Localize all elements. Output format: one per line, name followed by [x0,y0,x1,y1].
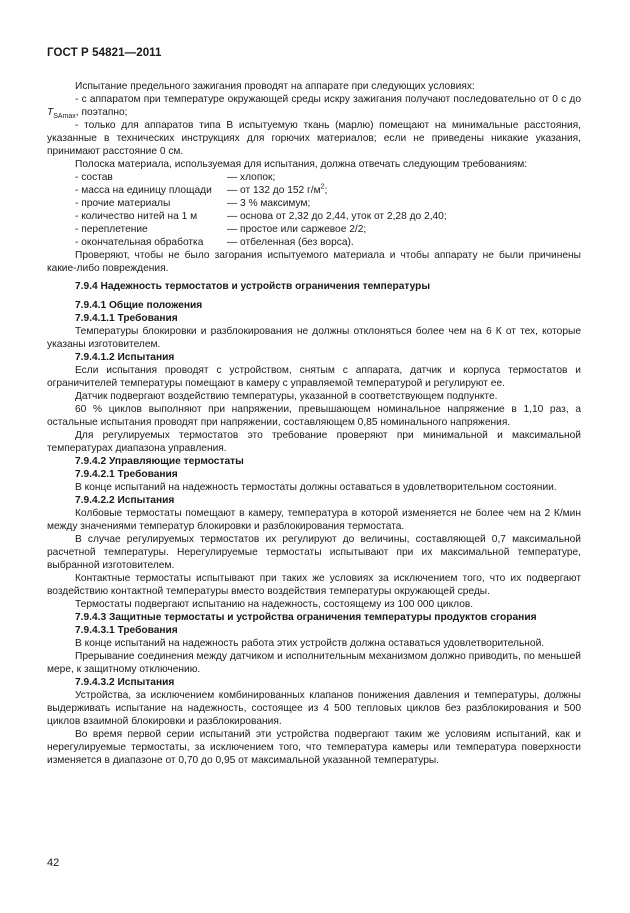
text-run: — от 132 до 152 г/м [227,185,321,196]
paragraph: Для регулируемых термостатов это требование проверяют при минимальной и максимальной температурах диапазона управления. [47,430,581,454]
requirement-name: - количество нитей на 1 м [75,211,198,222]
requirements-list [47,171,581,249]
paragraph: Полоска материала, используемая для испытания, должна отвечать следующим требованиям: [75,159,528,170]
requirement-name: - масса на единицу площади [75,185,212,196]
requirement-name: - прочие материалы [75,198,171,209]
subsection-heading: 7.9.4.2 Управляющие термостаты [75,456,244,467]
list-item [47,197,581,210]
text-run: ; [324,185,328,196]
paragraph: Термостаты подвергают испытанию на надежность, состоящему из 100 000 циклов. [75,599,474,610]
paragraph: Датчик подвергают воздействию температуры, указанной в соответствующем подпункте. [75,391,498,402]
subsection-heading: 7.9.4.3 Защитные термостаты и устройства ограничения температуры продуктов сгорания [75,612,537,623]
list-item [47,171,581,184]
subsection-heading: 7.9.4.1.2 Испытания [75,352,175,363]
paragraph: В конце испытаний на надежность работа этих устройств должна оставаться удовлетворительной. [75,638,545,649]
temperature-subscript: SAmax [53,113,76,121]
subsection-heading: 7.9.4.1.1 Требования [75,313,178,324]
paragraph: Температуры блокировки и разблокирования не должны отклоняться более чем на 6 К от тех, которые указаны изготовителем. [47,326,581,350]
paragraph: Прерывание соединения между датчиком и исполнительным механизмом должно приводить, по меньшей мере, к защитному отключению. [47,651,581,675]
paragraph: Проверяют, чтобы не было загорания испытуемого материала и чтобы аппарату не были причинены какие-либо повреждения. [47,250,581,274]
text-run: , поэтапно; [75,107,128,118]
page-number: 42 [47,857,60,869]
paragraph: - только для аппаратов типа В испытуемую ткань (марлю) помещают на минимальные расстояния, указанные в технических инструкциях для горючих материалов; если не приведены никакие указания, принимают расстояние 0 см. [47,120,581,157]
paragraph [47,93,581,119]
paragraph: Во время первой серии испытаний эти устройства подвергают таким же условиям испытаний, как и нерегулируемые термостаты, за исключением того, что температура камеры или температура поверхности изменяется в диапазоне от 0,70 до 0,95 от максимальной указанной температуры. [47,729,581,766]
superscript: 2 [320,183,325,191]
subsection-heading: 7.9.4.2.1 Требования [75,469,178,480]
temperature-symbol: T [47,107,54,118]
subsection-heading: 7.9.4.2.2 Испытания [75,495,175,506]
paragraph: В случае регулируемых термостатов их регулируют до величины, составляющей 0,7 максимальной расчетной температуры. Нерегулируемые термостаты испытывают при их максимальной температуре, выбранной изготовителем. [47,534,581,571]
section-heading: 7.9.4 Надежность термостатов и устройств ограничения температуры [75,281,431,292]
paragraph: В конце испытаний на надежность термостаты должны оставаться в удовлетворительном состоянии. [75,482,557,493]
requirement-value: — хлопок; [227,172,276,183]
paragraph: Устройства, за исключением комбинированных клапанов понижения давления и температуры, должны выдерживать испытание на надежность, состоящее из 4 500 тепловых циклов без разблокирования и 500 циклов взаимной блокировки и разблокирования. [47,690,581,727]
paragraph: Если испытания проводят с устройством, снятым с аппарата, датчик и корпуса термостатов и ограничителей температуры помещают в камеру с управляемой температурой и регулируют ее. [47,365,581,389]
requirement-name: - окончательная обработка [75,237,204,248]
subsection-heading: 7.9.4.3.2 Испытания [75,677,175,688]
text-run: - с аппаратом при температуре окружающей среды искру зажигания получают последовательно от 0 с до [75,94,581,105]
paragraph: 60 % циклов выполняют при напряжении, превышающем номинальное напряжение в 1,10 раз, а остальные испытания проводят при напряжении, составляющем 0,85 номинального напряжения. [47,404,581,428]
list-item [47,223,581,236]
requirement-value: — 3 % максимум; [227,198,311,209]
list-item [47,236,581,249]
document-code: ГОСТ Р 54821—2011 [47,47,162,59]
subsection-heading: 7.9.4.1 Общие положения [75,300,203,311]
requirement-name: - переплетение [75,224,148,235]
document-body [47,80,581,767]
requirement-value: — отбеленная (без ворса). [227,237,354,248]
requirement-value [227,184,581,197]
paragraph: Испытание предельного зажигания проводят на аппарате при следующих условиях: [75,81,475,92]
list-item [47,184,581,197]
paragraph: Контактные термостаты испытывают при таких же условиях за исключением того, что их подвергают воздействию контактной температуры вместо воздействия температуры окружающей среды. [47,573,581,597]
list-item [47,210,581,223]
requirement-name: - состав [75,172,113,183]
subsection-heading: 7.9.4.3.1 Требования [75,625,178,636]
requirement-value: — основа от 2,32 до 2,44, уток от 2,28 до 2,40; [227,211,447,222]
requirement-value: — простое или саржевое 2/2; [227,224,367,235]
paragraph: Колбовые термостаты помещают в камеру, температура в которой изменяется не более чем на 2 К/мин между значениями температур блокировки и разблокирования термостата. [47,508,581,532]
